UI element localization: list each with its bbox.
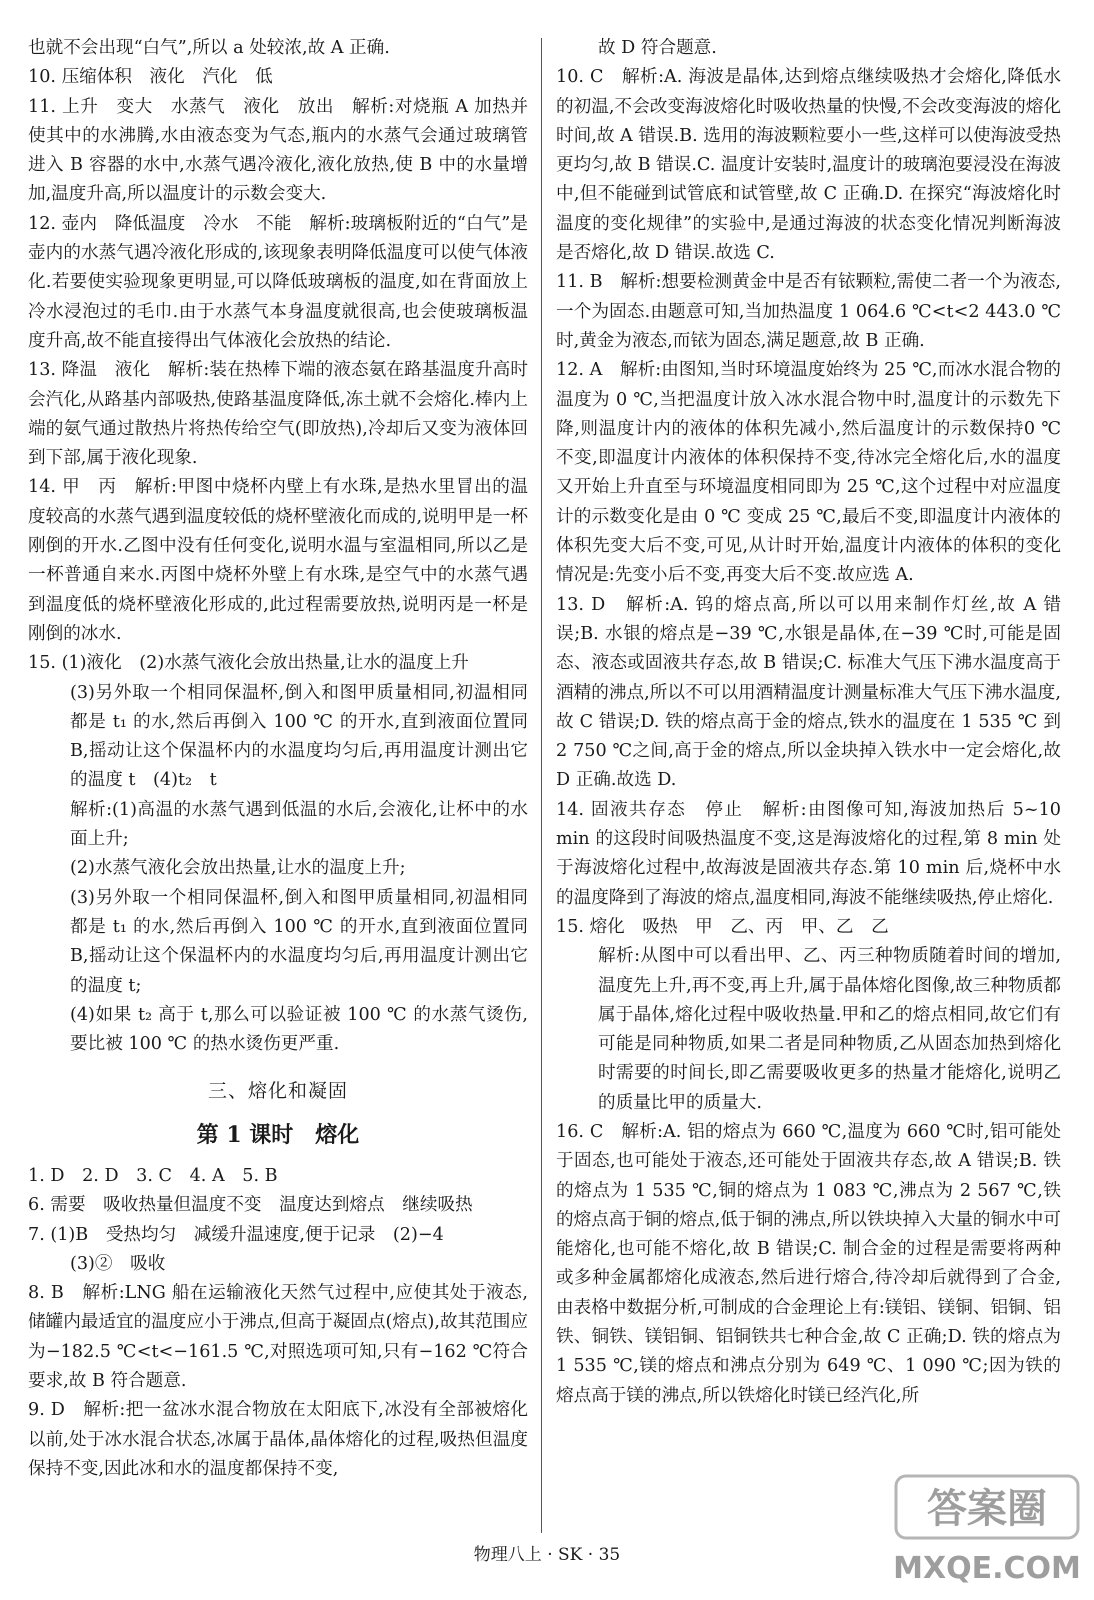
answer-11: 11. 上升 变大 水蒸气 液化 放出 解析:对烧瓶 A 加热并使其中的水沸腾,水由液态变为气态,瓶内的水蒸气会通过玻璃管进入 B 容器的水中,水蒸气遇冷液化,液化放热,使 B 中的水量增加,温度升高,所以温度计的示数会变大. <box>28 96 528 205</box>
answer-12: 12. 壶内 降低温度 冷水 不能 解析:玻璃板附近的“白气”是壶内的水蒸气遇冷液化形成的,该现象表明降低温度可以使气体液化.若要使实验现象更明显,可以降低玻璃板的温度,如在背面放上冷水浸泡过的毛巾.由于水蒸气本身温度就很高,也会使玻璃板温度升高,故不能直接得出气体液化会放热的结论. <box>28 213 528 351</box>
answer-15: 15. (1)液化 (2)水蒸气液化会放出热量,让水的温度上升 <box>28 653 469 674</box>
watermark-logo <box>892 1470 1082 1592</box>
answer-8: 8. B 解析:LNG 船在运输液化天然气过程中,应使其处于液态,储罐内最适宜的温度应小于沸点,但高于凝固点(熔点),故其范围应为−182.5 ℃<t<−161.5 ℃,对照选项可知,只有−162 ℃符合要求,故 B 符合题意. <box>28 1283 528 1392</box>
answer-15-analysis-2: (2)水蒸气液化会放出热量,让水的温度上升; <box>70 858 406 879</box>
answer-14: 14. 甲 丙 解析:甲图中烧杯内壁上有水珠,是热水里冒出的温度较高的水蒸气遇到温度较低的烧杯壁液化而成的,说明甲是一杯刚倒的开水.乙图中没有任何变化,说明水温与室温相同,所以乙是一杯普通自来水.丙图中烧杯外壁上有水珠,是空气中的水蒸气遇到温度低的烧杯壁液化形成的,此过程需要放热,说明丙是一杯是刚倒的冰水. <box>28 477 528 644</box>
answer-15-analysis-1: 解析:(1)高温的水蒸气遇到低温的水后,会液化,让杯中的水面上升; <box>70 799 528 850</box>
answer-9-continued: 故 D 符合题意. <box>598 38 717 58</box>
answer-1-5: 1. D 2. D 3. C 4. A 5. B <box>28 1165 278 1186</box>
answer-13: 13. 降温 液化 解析:装在热棒下端的液态氨在路基温度升高时会汽化,从路基内部吸热,使路基温度降低,冻土就不会熔化.棒内上端的氨气通过散热片将热传给空气(即放热),冷却后又变为液体回到下部,属于液化现象. <box>28 360 528 469</box>
column-divider <box>541 38 542 1533</box>
answer-7-part3: (3)② 吸收 <box>70 1253 166 1274</box>
answer-11: 11. B 解析:想要检测黄金中是否有铱颗粒,需使二者一个为液态,一个为固态.由题意可知,当加热温度 1 064.6 ℃<t<2 443.0 ℃时,黄金为液态,而铱为固态,满足题意,故 B 正确. <box>556 272 1061 351</box>
answer-7: 7. (1)B 受热均匀 减缓升温速度,便于记录 (2)−4 <box>28 1224 444 1245</box>
watermark-text-bottom: MXQE.COM <box>893 1551 1081 1586</box>
right-column <box>556 34 1061 1411</box>
answer-15: 15. 熔化 吸热 甲 乙、丙 甲、乙 乙 <box>556 916 889 937</box>
answer-10: 10. 压缩体积 液化 汽化 低 <box>28 67 273 88</box>
answer-9: 9. D 解析:把一盆冰水混合物放在太阳底下,冰没有全部被熔化以前,处于冰水混合状态,冰属于晶体,晶体熔化的过程,吸热但温度保持不变,因此冰和水的温度都保持不变, <box>28 1400 528 1479</box>
lesson-title: 第 1 课时 熔化 <box>196 1121 360 1148</box>
answer-15-analysis-4: (4)如果 t₂ 高于 t,那么可以验证被 100 ℃ 的水蒸气烫伤,要比被 100 ℃ 的热水烫伤更严重. <box>70 1004 528 1055</box>
left-column <box>28 34 528 1484</box>
answer-10: 10. C 解析:A. 海波是晶体,达到熔点继续吸热才会熔化,降低水的初温,不会改变海波熔化时吸收热量的快慢,不会改变海波的熔化时间,故 A 错误.B. 选用的海波颗粒要小一些,这样可以使海波受热更均匀,故 B 错误.C. 温度计安装时,温度计的玻璃泡要浸没在海波中,但不能碰到试管底和试管壁,故 C 正确.D. 在探究“海波熔化时温度的变化规律”的实验中,是通过海波的状态变化情况判断海波是否熔化,故 D 错误.故选 C. <box>556 67 1061 264</box>
answer-line: 也就不会出现“白气”,所以 a 处较浓,故 A 正确. <box>28 38 390 58</box>
watermark-stamp-icon <box>892 1470 1082 1592</box>
page-footer: 物理八上 · SK · 35 <box>473 1545 621 1565</box>
answer-16: 16. C 解析:A. 铝的熔点为 660 ℃,温度为 660 ℃时,铝可能处于固态,也可能处于液态,还可能处于固液共存态,故 A 错误;B. 铁的熔点为 1 535 ℃,铜的熔点为 1 083 ℃,沸点为 2 567 ℃,铁的熔点高于铜的熔点,低于铜的沸点,所以铁块掉入大量的铜水中可能熔化,也可能不熔化,故 B 错误;C. 制合金的过程是需要将两种或多种金属都熔化成液态,然后进行熔合,待冷却后就得到了合金,由表格中数据分析,可制成的合金理论上有:镁铝、镁铜、铝铜、铝铁、铜铁、镁铝铜、铝铜铁共七种合金,故 C 正确;D. 铁的熔点为 1 535 ℃,镁的熔点和沸点分别为 649 ℃、1 090 ℃;因为铁的熔点高于镁的沸点,所以铁熔化时镁已经汽化,所 <box>556 1121 1061 1406</box>
answer-15-analysis: 解析:从图中可以看出甲、乙、丙三种物质随着时间的增加,温度先上升,再不变,再上升,属于晶体熔化图像,故三种物质都属于晶体,熔化过程中吸收热量.甲和乙的熔点相同,故它们有可能是同种物质,如果二者是同种物质,乙从固态加热到熔化时需要的时间长,即乙需要吸收更多的热量才能熔化,说明乙的质量比甲的质量大. <box>598 946 1061 1113</box>
section-heading: 三、熔化和凝固 <box>207 1080 348 1103</box>
answer-12: 12. A 解析:由图知,当时环境温度始终为 25 ℃,而冰水混合物的温度为 0 ℃,当把温度计放入冰水混合物中时,温度计的示数先下降,则温度计内的液体的体积先减小,然后温度计的示数保持0 ℃不变,即温度计内液体的体积保持不变,待冰完全熔化后,水的温度又开始上升直至与环境温度相同即为 25 ℃,这个过程中对应温度计的示数变化是由 0 ℃ 变成 25 ℃,最后不变,即温度计内液体的体积先变大后不变,可见,从计时开始,温度计内液体的体积的变化情况是:先变小后不变,再变大后不变.故应选 A. <box>556 360 1062 586</box>
answer-15-analysis-3: (3)另外取一个相同保温杯,倒入和图甲质量相同,初温相同都是 t₁ 的水,然后再倒入 100 ℃ 的开水,直到液面位置同 B,摇动让这个保温杯内的水温度均匀后,再用温度计测出它的温度 t; <box>70 887 528 996</box>
answer-15-part3: (3)另外取一个相同保温杯,倒入和图甲质量相同,初温相同都是 t₁ 的水,然后再倒入 100 ℃ 的开水,直到液面位置同 B,摇动让这个保温杯内的水温度均匀后,再用温度计测出它的温度 t (4)t₂ t <box>70 682 528 791</box>
answer-6: 6. 需要 吸收热量但温度不变 温度达到熔点 继续吸热 <box>28 1195 473 1216</box>
watermark-text-top: 答案圈 <box>927 1486 1047 1532</box>
answer-13: 13. D 解析:A. 钨的熔点高,所以可以用来制作灯丝,故 A 错误;B. 水银的熔点是−39 ℃,水银是晶体,在−39 ℃时,可能是固态、液态或固液共存态,故 B 错误;C. 标准大气压下沸水温度高于酒精的沸点,所以不可以用酒精温度计测量标准大气压下沸水温度,故 C 错误;D. 铁的熔点高于金的熔点,铁水的温度在 1 535 ℃ 到 2 750 ℃之间,高于金的熔点,所以金块掉入铁水中一定会熔化,故 D 正确.故选 D. <box>556 594 1061 791</box>
answer-14: 14. 固液共存态 停止 解析:由图像可知,海波加热后 5~10 min 的这段时间吸热温度不变,这是海波熔化的过程,第 8 min 处于海波熔化过程中,故海波是固液共存态.第 10 min 后,烧杯中水的温度降到了海波的熔点,温度相同,海波不能继续吸热,停止熔化. <box>556 799 1061 908</box>
